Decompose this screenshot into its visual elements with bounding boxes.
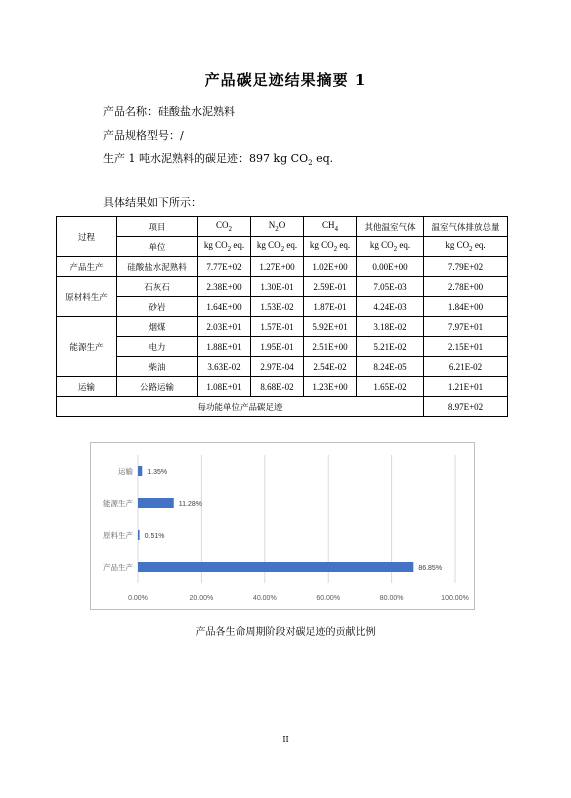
item-cell: 公路运输 bbox=[117, 377, 198, 397]
table-row bbox=[57, 297, 508, 317]
value-cell: 5.92E+01 bbox=[304, 317, 357, 337]
stage-cell: 产品生产 bbox=[57, 257, 117, 277]
item-cell: 硅酸盐水泥熟料 bbox=[117, 257, 198, 277]
x-tick-label: 80.00% bbox=[379, 595, 404, 602]
unit-cell: kg $CO_2$ eq. bbox=[198, 237, 251, 257]
value-cell: 1.84E+00 bbox=[424, 297, 508, 317]
value-cell: 7.77E+02 bbox=[198, 257, 251, 277]
unit-cell: kg $CO_2$ eq. bbox=[251, 237, 304, 257]
results-table bbox=[56, 216, 508, 417]
table-total-row bbox=[57, 397, 508, 417]
product-name: 产品名称：硅酸盐水泥熟料 bbox=[103, 105, 235, 118]
value-cell: 2.51E+00 bbox=[304, 337, 357, 357]
header-stage: 过程 bbox=[57, 217, 117, 257]
value-cell: 1.02E+00 bbox=[304, 257, 357, 277]
product-spec: 产品规格型号：/ bbox=[103, 129, 184, 142]
value-cell: 2.54E-02 bbox=[304, 357, 357, 377]
unit-cell: kg $CO_2$ eq. bbox=[357, 237, 424, 257]
bar-value-label: 0.51% bbox=[144, 533, 165, 540]
x-tick-label: 60.00% bbox=[316, 595, 341, 602]
x-tick-label: 0.00% bbox=[128, 595, 148, 602]
value-cell: 8.68E-02 bbox=[251, 377, 304, 397]
total-label: 每功能单位产品碳足迹 bbox=[57, 397, 424, 417]
stage-cell: 运输 bbox=[57, 377, 117, 397]
table-row bbox=[57, 377, 508, 397]
value-cell: 1.30E-01 bbox=[251, 277, 304, 297]
value-cell: 2.78E+00 bbox=[424, 277, 508, 297]
value-cell: 3.63E-02 bbox=[198, 357, 251, 377]
value-cell: 5.21E-02 bbox=[357, 337, 424, 357]
value-cell: 1.53E-02 bbox=[251, 297, 304, 317]
value-cell: 1.21E+01 bbox=[424, 377, 508, 397]
table-row bbox=[57, 357, 508, 377]
table-unit-row bbox=[57, 237, 508, 257]
value-cell: 1.95E-01 bbox=[251, 337, 304, 357]
category-label: 产品生产 bbox=[103, 563, 133, 572]
results-table-body bbox=[57, 217, 508, 417]
header-total-ghg: 温室气体排放总量 bbox=[424, 217, 508, 237]
value-cell: 1.27E+00 bbox=[251, 257, 304, 277]
item-cell: 砂岩 bbox=[117, 297, 198, 317]
value-cell: 8.24E-05 bbox=[357, 357, 424, 377]
value-cell: 7.97E+01 bbox=[424, 317, 508, 337]
value-cell: 0.00E+00 bbox=[357, 257, 424, 277]
header-n2o: $N_2O$ bbox=[251, 217, 304, 237]
bar-value-label: 1.35% bbox=[147, 469, 168, 476]
x-tick-label: 20.00% bbox=[189, 595, 214, 602]
header-unit: 单位 bbox=[117, 237, 198, 257]
category-label: 能源生产 bbox=[103, 499, 133, 508]
bar-value-label: 11.28% bbox=[178, 501, 202, 508]
value-cell: 1.87E-01 bbox=[304, 297, 357, 317]
results-intro: 具体结果如下所示： bbox=[103, 196, 202, 209]
chart-caption: 产品各生命周期阶段对碳足迹的贡献比例 bbox=[195, 627, 376, 638]
header-ch4: $CH_4$ bbox=[304, 217, 357, 237]
contribution-chart bbox=[90, 442, 475, 610]
carbon-footprint-line bbox=[103, 150, 333, 167]
value-cell: 1.23E+00 bbox=[304, 377, 357, 397]
footprint-label: 生产 1 吨水泥熟料的碳足迹：897 kg CO bbox=[103, 152, 309, 165]
value-cell: 6.21E-02 bbox=[424, 357, 508, 377]
table-header-row bbox=[57, 217, 508, 237]
value-cell: 4.24E-03 bbox=[357, 297, 424, 317]
x-tick-label: 100.00% bbox=[441, 595, 469, 602]
table-row bbox=[57, 257, 508, 277]
value-cell: 2.15E+01 bbox=[424, 337, 508, 357]
value-cell: 1.57E-01 bbox=[251, 317, 304, 337]
bar bbox=[138, 498, 174, 508]
category-label: 运输 bbox=[118, 467, 133, 476]
value-cell: 7.79E+02 bbox=[424, 257, 508, 277]
total-value: 8.97E+02 bbox=[424, 397, 508, 417]
stage-cell: 能源生产 bbox=[57, 317, 117, 377]
value-cell: 3.18E-02 bbox=[357, 317, 424, 337]
bar bbox=[138, 530, 140, 540]
item-cell: 石灰石 bbox=[117, 277, 198, 297]
unit-cell: kg $CO_2$ eq. bbox=[304, 237, 357, 257]
value-cell: 1.64E+00 bbox=[198, 297, 251, 317]
page-number: II bbox=[282, 735, 289, 744]
value-cell: 2.97E-04 bbox=[251, 357, 304, 377]
item-cell: 电力 bbox=[117, 337, 198, 357]
value-cell: 1.65E-02 bbox=[357, 377, 424, 397]
header-item: 项目 bbox=[117, 217, 198, 237]
bar bbox=[138, 466, 142, 476]
category-label: 原料生产 bbox=[103, 531, 133, 540]
value-cell: 1.08E+01 bbox=[198, 377, 251, 397]
footprint-suffix: eq. bbox=[312, 152, 334, 165]
table-row bbox=[57, 337, 508, 357]
x-tick-label: 40.00% bbox=[252, 595, 277, 602]
unit-cell: kg $CO_2$ eq. bbox=[424, 237, 508, 257]
value-cell: 7.05E-03 bbox=[357, 277, 424, 297]
value-cell: 2.59E-01 bbox=[304, 277, 357, 297]
bar-value-label: 86.85% bbox=[418, 565, 443, 572]
item-cell: 烟煤 bbox=[117, 317, 198, 337]
bar bbox=[138, 562, 413, 572]
value-cell: 2.38E+00 bbox=[198, 277, 251, 297]
header-other-ghg: 其他温室气体 bbox=[357, 217, 424, 237]
table-row bbox=[57, 277, 508, 297]
contribution-chart-svg bbox=[91, 443, 474, 609]
stage-cell: 原材料生产 bbox=[57, 277, 117, 317]
footprint-subscript: 2 bbox=[308, 159, 313, 168]
table-row bbox=[57, 317, 508, 337]
page-title: 产品碳足迹结果摘要 1 bbox=[204, 71, 367, 89]
value-cell: 2.03E+01 bbox=[198, 317, 251, 337]
header-co2: $CO_2$ bbox=[198, 217, 251, 237]
value-cell: 1.88E+01 bbox=[198, 337, 251, 357]
item-cell: 柴油 bbox=[117, 357, 198, 377]
